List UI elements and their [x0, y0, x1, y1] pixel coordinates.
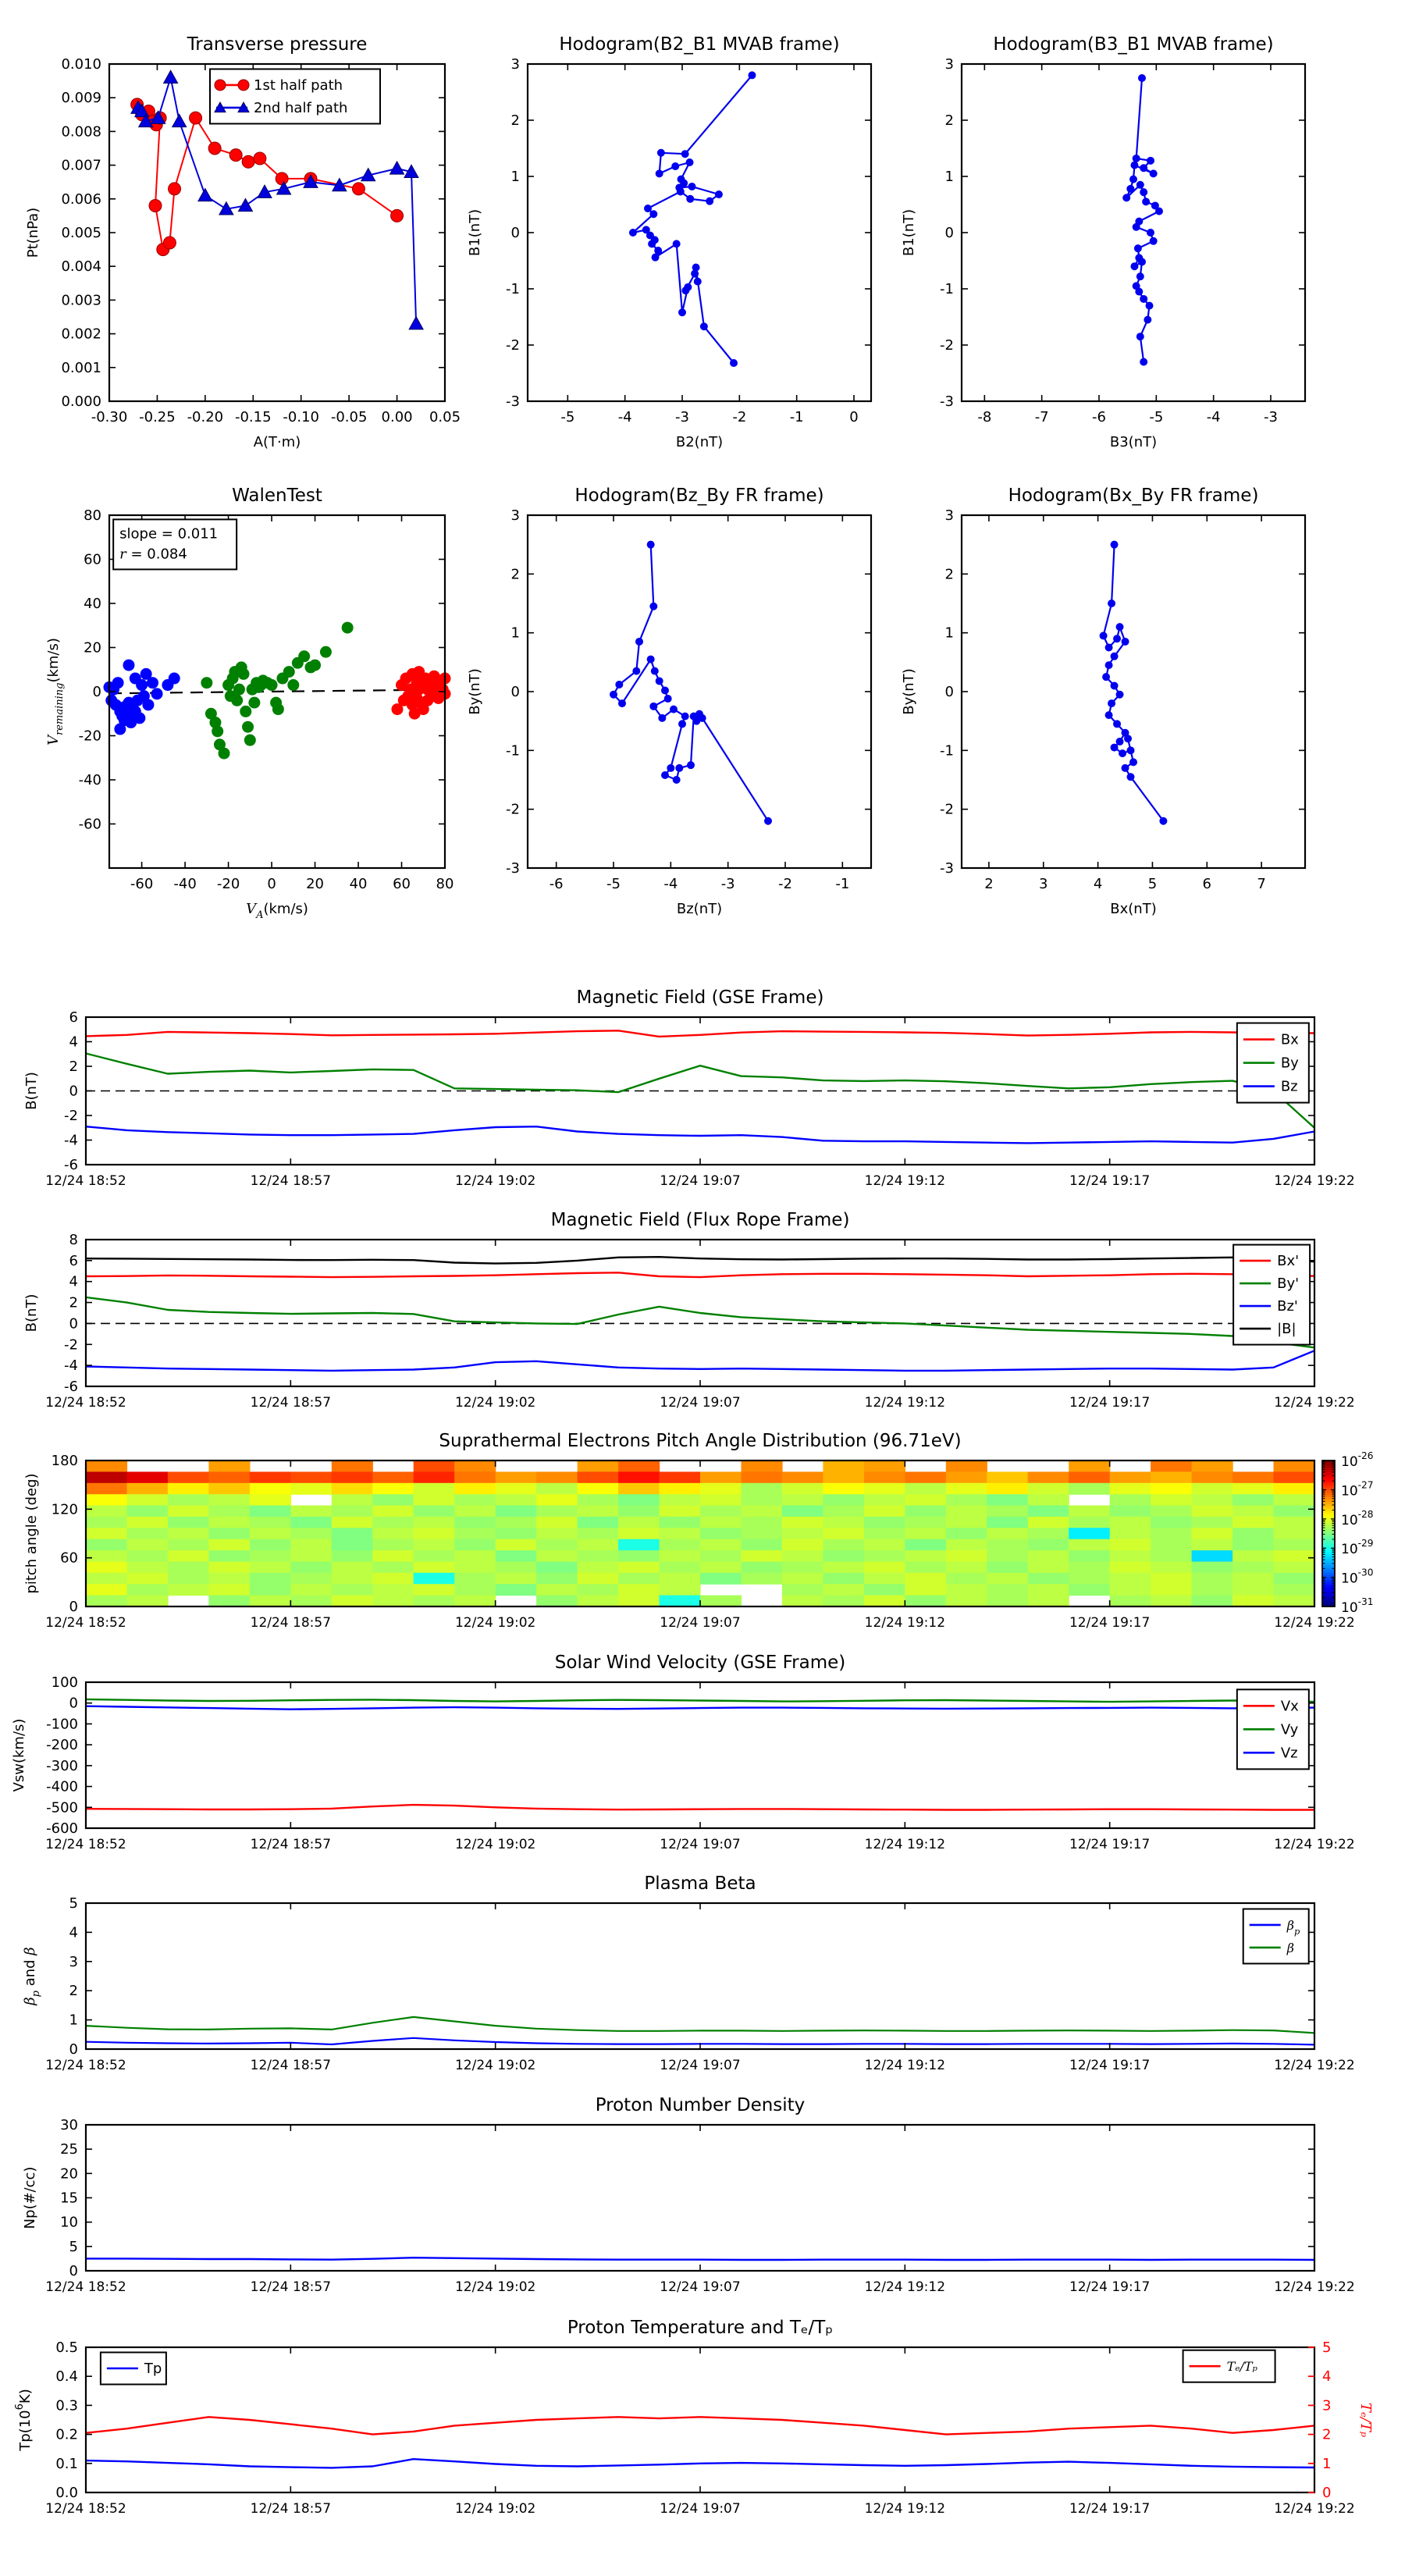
y-tick-label: 1 [510, 169, 520, 185]
x-axis-label: $V_A(km/s)$ [246, 901, 308, 921]
y-tick-label: -100 [46, 1716, 78, 1733]
x-tick-label: -5 [606, 876, 621, 892]
x-tick-label: 12/24 18:52 [45, 1173, 126, 1189]
y-tick-label: 0.004 [61, 258, 101, 276]
x-tick-label: 12/24 19:02 [454, 1837, 536, 1852]
axis-ticks [86, 2347, 1314, 2492]
axis-ticks [528, 64, 871, 401]
legend-label: Vy [1280, 1721, 1299, 1738]
series-Vz [86, 1706, 1314, 1710]
x-tick-label: 12/24 19:22 [1274, 1173, 1355, 1189]
x-tick-label: -2 [732, 409, 747, 425]
axis-ticks [86, 1682, 1314, 1828]
x-tick-label: 12/24 19:07 [660, 1837, 741, 1852]
x-tick-label: 12/24 18:52 [45, 2501, 126, 2517]
y-tick-label: 180 [51, 1453, 78, 1469]
panel-walen [45, 507, 454, 921]
y-tick-label: 4 [69, 1273, 78, 1290]
series-Te/Tp [86, 2417, 1314, 2434]
x-tick-label: 12/24 18:52 [45, 2279, 126, 2295]
x-tick-label: 12/24 19:17 [1069, 1837, 1151, 1852]
x-tick-label: 12/24 19:07 [660, 2279, 741, 2295]
right-axis-label: Tₑ/Tₚ [1357, 2402, 1374, 2438]
colorbar-tick-label: $10^{-28}$ [1341, 1508, 1374, 1528]
series-hodogram-path [629, 72, 756, 367]
y-tick-label: 1 [944, 624, 954, 642]
x-tick-label: 20 [306, 876, 325, 892]
y-tick-label: 3 [69, 1953, 78, 1970]
legend [1237, 1689, 1309, 1769]
x-tick-label: 0.05 [429, 409, 461, 425]
x-tick-label: 80 [436, 876, 454, 892]
right-tick-label: 2 [1322, 2426, 1332, 2443]
colorbar-tick-label: $10^{-31}$ [1341, 1596, 1374, 1616]
y-tick-label: 0.000 [61, 393, 101, 410]
x-tick-label: -0.30 [91, 409, 128, 425]
axis-ticks [528, 515, 871, 868]
x-tick-label: 12/24 19:17 [1069, 1173, 1151, 1189]
y-tick-label: 0.009 [61, 90, 101, 107]
legend [1233, 1245, 1310, 1345]
x-tick-label: 3 [1039, 876, 1048, 892]
y-axis-label: Np(#/cc) [22, 2166, 38, 2229]
y-tick-label: 4 [69, 1924, 78, 1941]
x-tick-label: 12/24 19:02 [454, 1615, 536, 1631]
y-tick-label: 0.4 [55, 2368, 78, 2386]
axis-ticks [86, 1903, 1314, 2049]
x-tick-label: 12/24 19:07 [660, 2058, 741, 2073]
x-axis-label: B3(nT) [1109, 434, 1158, 450]
y-tick-label: 5 [69, 1895, 78, 1912]
series-middle-points [201, 622, 353, 759]
x-tick-label: 12/24 18:52 [45, 1615, 126, 1631]
series-Np [86, 2258, 1314, 2260]
x-tick-label: -4 [663, 876, 678, 892]
x-axis-label: B2(nT) [675, 434, 724, 450]
legend [210, 69, 380, 123]
x-tick-label: 2 [984, 876, 994, 892]
title-hodogram-bxby: Hodogram(Bx_By FR frame) [1008, 486, 1259, 506]
y-tick-label: 0 [944, 225, 954, 241]
legend [101, 2353, 166, 2385]
y-tick-label: 30 [60, 2117, 78, 2133]
title-proton-temperature: Proton Temperature and Tₑ/Tₚ [567, 2318, 834, 2338]
panel-pad [23, 1450, 1374, 1631]
x-axis-label: A(T·m) [253, 434, 301, 450]
y-tick-label: 10 [60, 2214, 78, 2231]
x-tick-label: -60 [130, 876, 154, 892]
y-tick-label: -4 [64, 1132, 78, 1149]
x-tick-label: 0.00 [381, 409, 413, 425]
y-tick-label: 2 [510, 566, 520, 583]
legend-label: By' [1277, 1276, 1300, 1293]
y-tick-label: 0.3 [55, 2397, 78, 2414]
x-tick-label: 12/24 19:02 [454, 2058, 536, 2073]
legend-label: 1st half path [254, 76, 343, 94]
series-inbound-points [104, 660, 180, 735]
x-tick-label: 12/24 19:12 [864, 1173, 946, 1189]
axis-ticks [86, 2125, 1314, 2271]
title-hodogram-b2b1: Hodogram(B2_B1 MVAB frame) [559, 34, 840, 55]
y-tick-label: -2 [506, 337, 520, 354]
y-tick-label: 2 [69, 1983, 78, 2000]
title-hodogram-b3b1: Hodogram(B3_B1 MVAB frame) [993, 34, 1274, 55]
legend-label: Tp [144, 2361, 162, 2378]
y-tick-label: -2 [506, 801, 520, 818]
x-tick-label: 12/24 18:52 [45, 2058, 126, 2073]
axis-ticks [962, 515, 1305, 868]
y-tick-label: 3 [510, 507, 520, 524]
x-tick-label: 12/24 19:22 [1274, 1395, 1355, 1411]
x-tick-label: 12/24 19:17 [1069, 1615, 1151, 1631]
heatmap-cells [86, 1461, 1315, 1607]
panel-hodo31 [901, 56, 1305, 450]
panel-hodo21 [467, 56, 871, 450]
x-tick-label: -4 [1206, 409, 1221, 425]
x-tick-label: -0.25 [139, 409, 176, 425]
y-tick-label: 0 [69, 2263, 78, 2279]
x-tick-label: 7 [1257, 876, 1266, 892]
y-tick-label: -400 [46, 1778, 78, 1795]
y-axis-label: Pt(nPa) [25, 207, 41, 258]
x-tick-label: 12/24 19:17 [1069, 2058, 1151, 2073]
colorbar-tick-label: $10^{-27}$ [1341, 1479, 1374, 1500]
x-tick-label: 12/24 19:22 [1274, 1615, 1355, 1631]
legend-label: Bz [1280, 1078, 1298, 1095]
x-tick-label: 12/24 18:57 [250, 2279, 332, 2295]
series-Bx [86, 1030, 1314, 1037]
y-tick-label: 5 [69, 2238, 78, 2255]
colorbar-tick-label: $10^{-30}$ [1341, 1567, 1374, 1587]
series-outbound-points [392, 667, 450, 720]
y-tick-label: -2 [940, 801, 954, 818]
panel-tp [25, 56, 461, 450]
x-tick-label: 12/24 19:22 [1274, 2279, 1355, 2295]
y-axis-label: By(nT) [467, 668, 483, 715]
y-tick-label: -3 [506, 393, 520, 410]
y-tick-label: 0.002 [61, 326, 101, 343]
y-tick-label: 0.1 [55, 2455, 78, 2472]
x-tick-label: 12/24 19:12 [864, 1615, 946, 1631]
y-tick-label: 0.008 [61, 123, 101, 141]
x-tick-label: -3 [675, 409, 689, 425]
panel-beta [22, 1895, 1355, 2073]
y-tick-label: 3 [944, 507, 954, 524]
colorbar [1322, 1450, 1374, 1616]
legend-label: |B| [1277, 1321, 1297, 1338]
x-tick-label: 12/24 18:52 [45, 1837, 126, 1852]
right-tick-label: 1 [1322, 2455, 1332, 2472]
y-tick-label: -3 [506, 860, 520, 877]
title-pitch-angle-distribution: Suprathermal Electrons Pitch Angle Distribution (96.71eV) [439, 1431, 962, 1451]
series-hodogram-path [610, 541, 772, 824]
y-tick-label: 0 [92, 684, 101, 700]
legend-label: 2nd half path [254, 99, 348, 116]
series-Bz [86, 1126, 1314, 1143]
panel-mfgse [23, 1009, 1355, 1189]
x-tick-label: 0 [267, 876, 276, 892]
x-tick-label: 6 [1202, 876, 1212, 892]
x-tick-label: 12/24 19:12 [864, 2058, 946, 2073]
y-axis-label: pitch angle (deg) [23, 1473, 40, 1594]
y-tick-label: 2 [944, 566, 954, 583]
y-tick-label: -3 [940, 393, 954, 410]
title-plasma-beta: Plasma Beta [644, 1873, 756, 1894]
series-Bx' [86, 1272, 1314, 1277]
y-axis-label: B(nT) [23, 1293, 40, 1332]
x-tick-label: -6 [1092, 409, 1106, 425]
x-tick-label: 12/24 19:22 [1274, 2501, 1355, 2517]
y-tick-label: 3 [944, 56, 954, 73]
x-tick-label: 12/24 19:17 [1069, 2279, 1151, 2295]
title-solar-wind-velocity: Solar Wind Velocity (GSE Frame) [554, 1653, 846, 1673]
x-tick-label: -3 [720, 876, 735, 892]
y-tick-label: -1 [940, 281, 954, 297]
x-tick-label: -0.20 [187, 409, 224, 425]
y-tick-label: -2 [940, 337, 954, 354]
y-tick-label: 60 [84, 551, 101, 568]
panel-vsw [11, 1674, 1355, 1852]
x-tick-label: -0.10 [283, 409, 320, 425]
legend-label: Bz' [1277, 1298, 1298, 1315]
right-tick-label: 5 [1322, 2339, 1332, 2356]
x-axis-label: Bx(nT) [1110, 901, 1157, 917]
panel-hodobxby [901, 507, 1305, 917]
x-tick-label: -0.05 [330, 409, 368, 425]
y-tick-label: 0.005 [61, 225, 101, 241]
legend-label: By [1280, 1055, 1299, 1072]
y-axis-label: $Tp(10^6K)$ [14, 2389, 34, 2451]
y-tick-label: -500 [46, 1799, 78, 1816]
y-tick-label: -600 [46, 1820, 78, 1837]
x-tick-label: -4 [617, 409, 632, 425]
y-tick-label: -2 [64, 1108, 78, 1124]
series-|B| [86, 1257, 1314, 1263]
series-Vx [86, 1805, 1314, 1809]
y-tick-label: 1 [944, 169, 954, 185]
y-tick-label: -20 [78, 728, 101, 745]
y-tick-label: -40 [78, 772, 101, 788]
y-tick-label: 80 [84, 507, 101, 524]
x-tick-label: 12/24 18:57 [250, 1173, 332, 1189]
y-tick-label: 120 [51, 1501, 78, 1518]
legend [1237, 1023, 1309, 1103]
x-tick-label: 12/24 18:57 [250, 1615, 332, 1631]
y-axis-label: B(nT) [23, 1072, 40, 1110]
x-tick-label: 60 [393, 876, 411, 892]
x-tick-label: 12/24 19:12 [864, 1837, 946, 1852]
title-proton-number-density: Proton Number Density [595, 2095, 806, 2115]
y-axis-label: $V_{remaining}(km/s)$ [45, 638, 66, 745]
title-transverse-pressure: Transverse pressure [187, 34, 368, 55]
legend-label: $\beta_p$ [1286, 1917, 1300, 1937]
legend-label: Vx [1280, 1698, 1299, 1715]
title-magnetic-field-fr: Magnetic Field (Flux Rope Frame) [550, 1210, 850, 1230]
x-tick-label: 12/24 19:02 [454, 2279, 536, 2295]
y-tick-label: 0 [69, 1695, 78, 1712]
x-tick-label: -20 [216, 876, 240, 892]
y-axis-label: Vsw(km/s) [11, 1718, 27, 1792]
y-tick-label: -6 [64, 1157, 78, 1173]
annotation-line: r = 0.084 [119, 546, 187, 563]
y-tick-label: 2 [69, 1059, 78, 1075]
y-tick-label: 0 [510, 225, 520, 241]
x-axis-label: Bz(nT) [676, 901, 723, 917]
title-hodogram-bzby: Hodogram(Bz_By FR frame) [574, 486, 824, 506]
x-tick-label: 0 [849, 409, 859, 425]
x-tick-label: 12/24 18:57 [250, 2058, 332, 2073]
x-tick-label: -5 [1149, 409, 1164, 425]
x-tick-label: 12/24 19:22 [1274, 2058, 1355, 2073]
legend-label: Bx [1280, 1031, 1299, 1048]
legend-label: Vz [1280, 1745, 1298, 1762]
x-tick-label: 12/24 19:22 [1274, 1837, 1355, 1852]
title-walen-test: WalenTest [232, 486, 322, 506]
x-tick-label: -2 [778, 876, 792, 892]
series-Tp [86, 2459, 1314, 2467]
y-tick-label: -4 [64, 1357, 78, 1375]
legend [1243, 1909, 1309, 1963]
y-tick-label: 0.007 [61, 157, 101, 174]
panel-hodobzby [467, 507, 871, 917]
y-tick-label: 0 [69, 1083, 78, 1100]
x-tick-label: 12/24 19:07 [660, 2501, 741, 2517]
y-tick-label: 6 [69, 1252, 78, 1269]
colorbar-tick-label: $10^{-26}$ [1341, 1450, 1374, 1470]
series-hodogram-path [1123, 75, 1163, 366]
y-tick-label: 0 [69, 2041, 78, 2058]
panel-mffr [23, 1232, 1355, 1411]
y-tick-label: 0.0 [55, 2485, 78, 2501]
colorbar-tick-label: $10^{-29}$ [1341, 1538, 1374, 1558]
y-axis-label: By(nT) [901, 668, 917, 715]
y-tick-label: 1 [510, 624, 520, 642]
y-tick-label: 0.010 [61, 56, 101, 73]
y-tick-label: 0 [510, 684, 520, 700]
annotation-box [113, 519, 237, 569]
y-tick-label: 2 [510, 112, 520, 129]
y-tick-label: 2 [69, 1294, 78, 1311]
y-tick-label: 0.003 [61, 292, 101, 309]
x-tick-label: 12/24 18:52 [45, 1395, 126, 1411]
x-tick-label: 12/24 19:17 [1069, 1395, 1151, 1411]
right-tick-label: 4 [1322, 2368, 1332, 2386]
x-tick-label: 40 [349, 876, 368, 892]
legend-label: β [1286, 1940, 1294, 1955]
y-tick-label: -6 [64, 1379, 78, 1395]
y-tick-label: 100 [51, 1674, 78, 1691]
right-tick-label: 3 [1322, 2397, 1332, 2414]
y-tick-label: 8 [69, 1232, 78, 1248]
x-tick-label: 12/24 18:57 [250, 2501, 332, 2517]
y-tick-label: 6 [69, 1009, 78, 1026]
x-tick-label: -1 [835, 876, 850, 892]
x-tick-label: 12/24 18:57 [250, 1395, 332, 1411]
y-tick-label: 0 [69, 1315, 78, 1332]
legend [1183, 2350, 1275, 2382]
annotation-line: slope = 0.011 [119, 525, 219, 543]
y-tick-label: 0 [69, 1599, 78, 1615]
x-tick-label: 12/24 19:17 [1069, 2501, 1151, 2517]
y-tick-label: 0.001 [61, 359, 101, 376]
y-tick-label: -200 [46, 1737, 78, 1754]
legend-label: Bx' [1277, 1253, 1300, 1270]
y-tick-label: 60 [60, 1550, 78, 1567]
x-tick-label: 12/24 19:02 [454, 1395, 536, 1411]
series-By' [86, 1297, 1314, 1347]
x-tick-label: 12/24 19:07 [660, 1173, 741, 1189]
x-tick-label: -0.15 [234, 409, 272, 425]
x-tick-label: 12/24 18:57 [250, 1837, 332, 1852]
panel-temp [14, 2339, 1374, 2517]
right-tick-label: 0 [1322, 2485, 1332, 2501]
y-tick-label: 3 [510, 56, 520, 73]
y-tick-label: 4 [69, 1034, 78, 1051]
x-tick-label: 4 [1093, 876, 1103, 892]
y-tick-label: 15 [60, 2190, 78, 2207]
y-tick-label: 25 [60, 2141, 78, 2158]
y-tick-label: -60 [78, 816, 101, 833]
y-tick-label: 40 [84, 596, 101, 612]
series-hodogram-path [1100, 541, 1167, 824]
y-tick-label: 20 [84, 639, 101, 656]
x-tick-label: 12/24 19:07 [660, 1395, 741, 1411]
panel-np [22, 2117, 1355, 2295]
series-Bz' [86, 1350, 1314, 1371]
title-magnetic-field-gse: Magnetic Field (GSE Frame) [576, 987, 824, 1008]
x-tick-label: -1 [789, 409, 804, 425]
series-Vy [86, 1699, 1314, 1702]
y-tick-label: 0.2 [55, 2426, 78, 2443]
y-tick-label: -1 [940, 742, 954, 760]
x-tick-label: 12/24 19:12 [864, 1395, 946, 1411]
y-tick-label: -1 [506, 742, 520, 760]
y-tick-label: -2 [64, 1336, 78, 1354]
x-tick-label: 12/24 19:02 [454, 1173, 536, 1189]
axis-ticks [962, 64, 1305, 401]
x-tick-label: 12/24 19:12 [864, 2501, 946, 2517]
x-tick-label: -6 [549, 876, 564, 892]
y-tick-label: 2 [944, 112, 954, 129]
x-tick-label: 12/24 19:07 [660, 1615, 741, 1631]
y-tick-label: -3 [940, 860, 954, 877]
x-tick-label: -7 [1034, 409, 1049, 425]
y-tick-label: 0 [944, 684, 954, 700]
y-tick-label: 20 [60, 2165, 78, 2183]
y-tick-label: 0.5 [55, 2339, 78, 2356]
x-tick-label: 12/24 19:02 [454, 2501, 536, 2517]
legend-label: Tₑ/Tₚ [1226, 2359, 1257, 2375]
x-tick-label: -3 [1264, 409, 1278, 425]
x-tick-label: 12/24 19:12 [864, 2279, 946, 2295]
y-tick-label: 1 [69, 2012, 78, 2029]
y-tick-label: -1 [506, 281, 520, 297]
x-tick-label: -8 [977, 409, 992, 425]
y-axis-label: B1(nT) [467, 208, 483, 257]
x-tick-label: 5 [1147, 876, 1158, 892]
x-tick-label: -5 [560, 409, 575, 425]
x-tick-label: -40 [173, 876, 197, 892]
y-axis-label: $\beta_p$ and β [22, 1947, 42, 2005]
y-axis-label: B1(nT) [901, 208, 917, 257]
series-beta [86, 2017, 1314, 2033]
y-tick-label: -300 [46, 1757, 78, 1774]
y-tick-label: 0.006 [61, 190, 101, 208]
